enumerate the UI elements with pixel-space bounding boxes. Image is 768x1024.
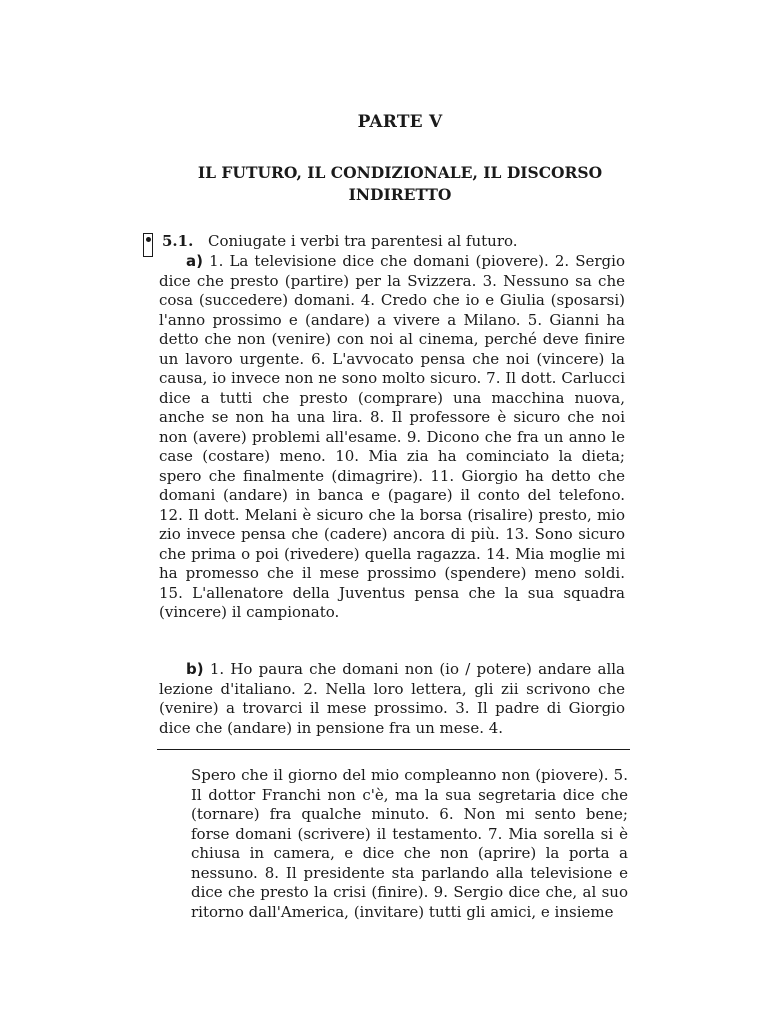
part-a-text: 1. La televisione dice che domani (piovere). 2. Sergio dice che presto (partire) per la Svizzera. 3. Nessuno sa che cosa (succedere) domani. 4. Credo che io e Giulia (sposarsi) l'anno prossimo e (andare) a vivere a Milano. 5. Gianni ha detto che non (venire) con noi al cinema, perché deve finire un lavoro urgente. 6. L'avvocato pensa che noi (vincere) la causa, io invece non ne sono molto sicuro. 7. Il dott. Carlucci dice a tutti che presto (comprare) una macchina nuova, anche se non ha una lira. 8. Il professore è sicuro che noi non (avere) problemi all'esame. 9. Dicono che fra un anno le case (costare) meno. 10. Mia zia ha cominciato la dieta; spero che finalmente (dimagrire). 11. Giorgio ha detto che domani (andare) in banca e (pagare) il conto del telefono. 12. Il dott. Melani è sicuro che la borsa (risalire) presto, mio zio invece pensa che (cadere) ancora di più. 13. Sono sicuro che prima o poi (rivedere) quella ragazza. 14. Mia moglie mi ha promesso che il mese prossimo (spendere) meno soldi. 15. L'allenatore della Juventus pensa che la sua squadra (vincere) il campionato.	[159, 252, 625, 621]
chapter-title: IL FUTURO, IL CONDIZIONALE, IL DISCORSO INDIRETTO	[197, 163, 603, 204]
part-a-label: a)	[186, 252, 203, 270]
exercise-part-b	[159, 660, 625, 738]
exercise-marker-icon	[143, 233, 153, 257]
part-b-text: 1. Ho paura che domani non (io / potere) andare alla lezione d'italiano. 2. Nella loro lettera, gli zii scrivono che (venire) a trovarci il mese prossimo. 3. Il padre di Giorgio dice che (andare) in pensione fra un mese. 4.	[159, 660, 625, 737]
exercise-part-b-continuation: Spero che il giorno del mio compleanno non (piovere). 5. Il dottor Franchi non c'è, ma la sua segretaria dice che (tornare) fra qualche minuto. 6. Non mi sento bene; forse domani (scrivere) il testamento. 7. Mia sorella si è chiusa in camera, e dice che non (aprire) la porta a nessuno. 8. Il presidente sta parlando alla televisione e dice che presto la crisi (finire). 9. Sergio dice che, al suo ritorno dall'America, (invitare) tutti gli amici, e insieme	[191, 766, 628, 921]
exercise-part-a	[159, 252, 625, 623]
part-b-label: b)	[186, 660, 204, 678]
divider	[157, 749, 630, 750]
page-title: PARTE V	[357, 112, 443, 132]
exercise-number: 5.1.	[162, 232, 194, 250]
exercise-instruction: Coniugate i verbi tra parentesi al futuro.	[208, 232, 518, 250]
